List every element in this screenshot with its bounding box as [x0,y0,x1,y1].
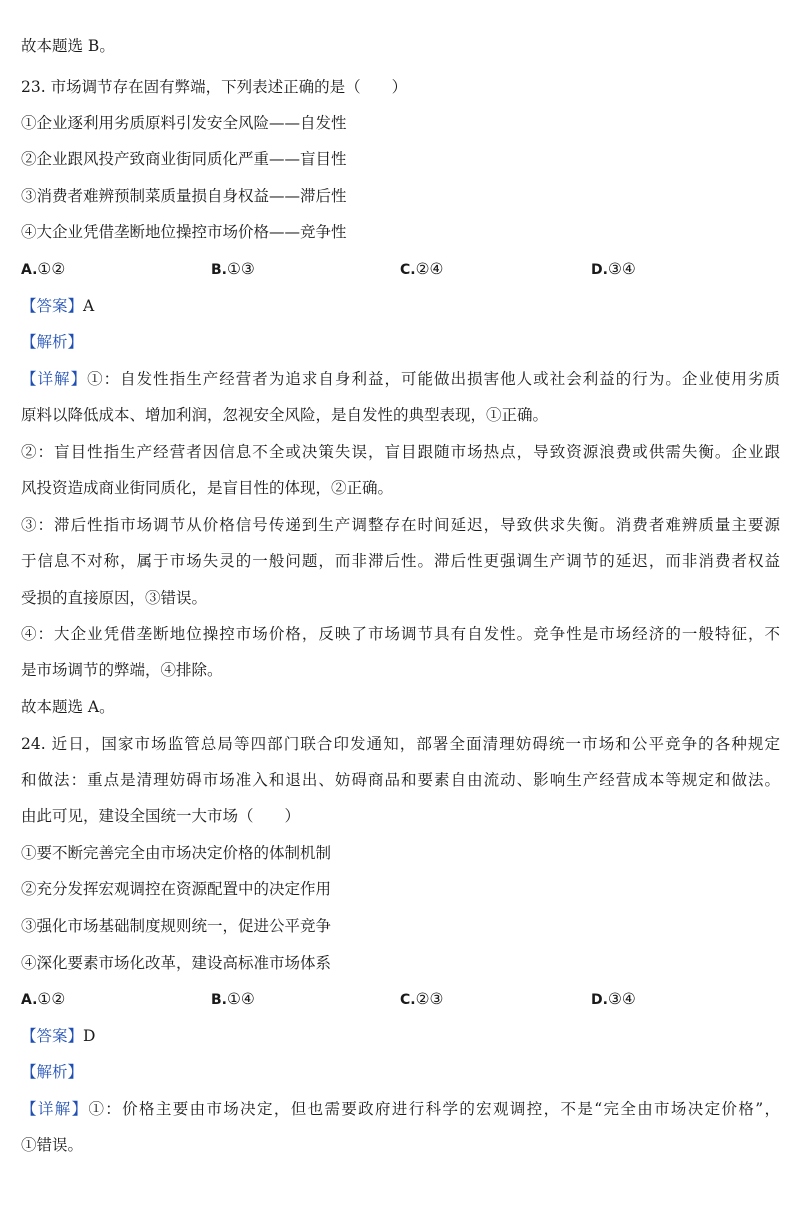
question-24-stem-line-1: 24. 近日，国家市场监管总局等四部门联合印发通知，部署全面清理妨碍统一市场和公平竞争的各种规定 [21,735,780,753]
question-24-answer-value: D [83,1027,96,1045]
question-24-statement-3: ③强化市场基础制度规则统一，促进公平竞争 [21,917,332,935]
question-23-detail-line-5: ③：滞后性指市场调节从价格信号传递到生产调整存在时间延迟，导致供求失衡。消费者难辨质量主要源 [21,516,780,534]
question-23-conclusion: 故本题选 A。 [21,698,115,716]
detail-tag: 【详解】 [21,370,88,388]
question-24-options [21,988,781,1010]
answer-tag: 【答案】 [21,297,84,315]
question-23-option-b: B.①③ [211,260,255,278]
question-23-answer-value: A [83,297,95,315]
question-24-stem-line-2: 和做法：重点是清理妨碍市场准入和退出、妨碍商品和要素自由流动、影响生产经营成本等规定和做法。 [21,771,780,789]
detail-tag: 【详解】 [21,1100,89,1118]
question-23-statement-4: ④大企业凭借垄断地位操控市场价格——竞争性 [21,223,347,241]
question-23-options [21,258,781,280]
question-23-statement-3: ③消费者难辨预制菜质量损自身权益——滞后性 [21,187,347,205]
question-24-answer [21,1025,780,1047]
question-23-detail-line-8: ④：大企业凭借垄断地位操控市场价格，反映了市场调节具有自发性。竞争性是市场经济的一般特征，不 [21,625,780,643]
question-24-stem-line-3: 由此可见，建设全国统一大市场（ ） [21,807,301,825]
question-23-detail-line-7: 受损的直接原因，③错误。 [21,589,208,607]
question-24-option-b: B.①④ [211,990,255,1008]
question-23-detail-line-3: ②：盲目性指生产经营者因信息不全或决策失误，盲目跟随市场热点，导致资源浪费或供需失衡。企业跟 [21,443,780,461]
question-23-detail-line-2: 原料以降低成本、增加利润，忽视安全风险，是自发性的典型表现，①正确。 [21,406,549,424]
question-24-detail-line-1: 【详解】①：价格主要由市场决定，但也需要政府进行科学的宏观调控，不是“完全由市场决定价格”， [21,1100,780,1118]
question-23-detail-line-6: 于信息不对称，属于市场失灵的一般问题，而非滞后性。滞后性更强调生产调节的延迟，而非消费者权益 [21,552,780,570]
question-24-statement-2: ②充分发挥宏观调控在资源配置中的决定作用 [21,880,332,898]
question-23-statement-2: ②企业跟风投产致商业街同质化严重——盲目性 [21,150,347,168]
question-23-detail-line-1: 【详解】①：自发性指生产经营者为追求自身利益，可能做出损害他人或社会利益的行为。企业使用劣质 [21,370,780,388]
question-23-option-a: A.①② [21,260,66,278]
question-24-statement-4: ④深化要素市场化改革，建设高标准市场体系 [21,954,332,972]
question-24-option-d: D.③④ [591,990,636,1008]
question-23-analysis-tag: 【解析】 [21,333,84,351]
question-23-option-c: C.②④ [400,260,444,278]
question-23-detail-line-9: 是市场调节的弊端，④排除。 [21,661,223,679]
question-24-analysis-tag: 【解析】 [21,1063,84,1081]
question-23-detail-line-4: 风投资造成商业街同质化，是盲目性的体现，②正确。 [21,479,394,497]
question-24-option-a: A.①② [21,990,66,1008]
question-24-detail-line-2: ①错误。 [21,1136,84,1154]
question-23-statement-1: ①企业逐利用劣质原料引发安全风险——自发性 [21,114,347,132]
question-23-option-d: D.③④ [591,260,636,278]
previous-conclusion: 故本题选 B。 [21,37,115,55]
question-23-stem: 23. 市场调节存在固有弊端，下列表述正确的是（ ） [21,78,408,96]
question-24-option-c: C.②③ [400,990,444,1008]
question-23-answer [21,295,780,317]
question-24-statement-1: ①要不断完善完全由市场决定价格的体制机制 [21,844,332,862]
answer-tag: 【答案】 [21,1027,84,1045]
